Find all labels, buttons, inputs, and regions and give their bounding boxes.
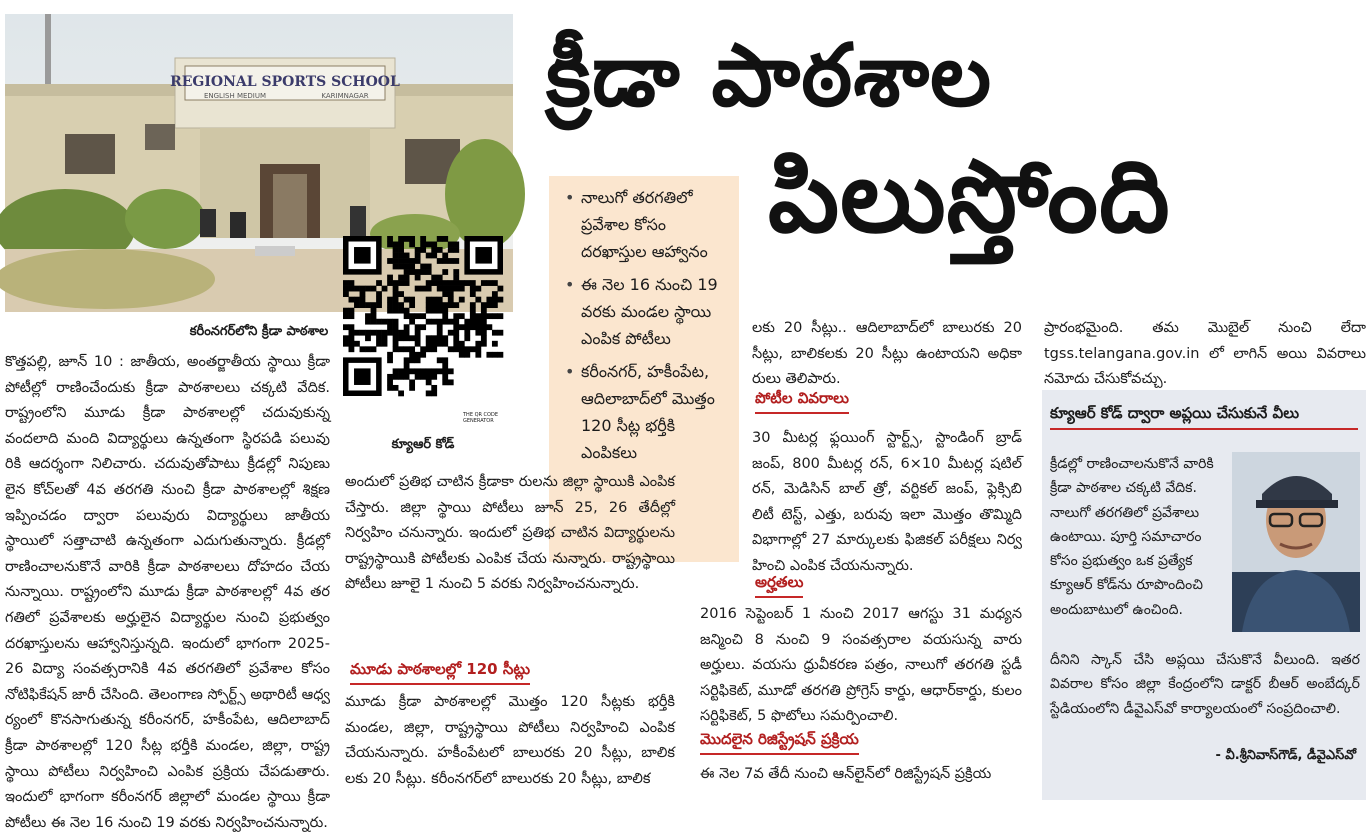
- sidebar-box: [1042, 390, 1366, 800]
- col2-subhead: మూడు పాఠశాలల్లో 120 సీట్లు: [350, 660, 530, 685]
- column-4: [1044, 316, 1366, 393]
- signboard-title: REGIONAL SPORTS SCHOOL: [170, 74, 400, 90]
- qr-code[interactable]: [343, 236, 503, 426]
- col3-subhead-1: పోటీల వివరాలు: [755, 389, 849, 414]
- qr-code-graphic: [343, 236, 503, 426]
- col2-paragraph-2: మూడు క్రీడా పాఠశాలల్లో మొత్తం 120 సీట్లకు భర్తీకి మండల, జిల్లా, రాష్ట్రస్థాయి పోటీలు నిర్వహించి ఎంపిక చేయనున్నారు. హకీంపేటలో బాలురకు 20 సీట్లు, బాలిక లకు 20 సీట్లు. కరీంనగర్‌లో బాలురకు 20 సీట్లు, బాలిక: [345, 694, 675, 787]
- col3-paragraph-1: లకు 20 సీట్లు.. ఆదిలాబాద్‌లో బాలురకు 20 సీట్లు, బాలికలకు 20 సీట్లు ఉంటాయని అధికా రులు తెలిపారు.: [752, 320, 1022, 388]
- qr-caption: క్యూఆర్ కోడ్: [391, 437, 455, 452]
- sidebar-paragraph-full: దీనిని స్కాన్ చేసి అప్లయి చేసుకొనే వీలుంది. ఇతర వివరాల కోసం జిల్లా కేంద్రంలోని డాక్టర్ బీఆర్ అంబేద్కర్ స్టేడియంలోని డీవైఎస్‌వో కార్యాలయంలో సంప్రదించాలి.: [1050, 652, 1360, 717]
- sidebar-paragraph-wrap: క్రీడల్లో రాణించాలనుకొనే వారికి క్రీడా పాఠశాల చక్కటి వేదిక. నాలుగో తరగతిలో ప్రవేశాలు ఉంటాయి. పూర్తి సమాచారం కోసం ప్రభుత్వం ఒక ప్రత్యేక క్యూఆర్ కోడ్‌ను రూపొందించి అందుబాటులో ఉంచింది.: [1050, 456, 1214, 618]
- column-3-bottom: [700, 762, 1022, 792]
- author-photo: [1232, 452, 1360, 632]
- headline-line1: క్రీడా పాఠశాల: [546, 26, 993, 126]
- sidebar-title: క్యూఆర్ కోడ్ ద్వారా అప్లయి చేసుకునే వీలు: [1050, 404, 1358, 430]
- col3-subhead3-wrap: [700, 729, 859, 755]
- author-portrait: [1232, 452, 1360, 632]
- highlight-bullet-2: • ఈ నెల 16 నుంచి 19 వరకు మండల స్థాయి ఎంపిక పోటీలు: [559, 271, 727, 352]
- col3-subhead1-wrap: [755, 388, 849, 414]
- col3-paragraph-3: 2016 సెప్టెంబర్ 1 నుంచి 2017 ఆగస్టు 31 మధ్యన జన్మించి 8 నుంచి 9 సంవత్సరాల వయసున్న వారు అర్హులు. వయసు ధ్రువీకరణ పత్రం, నాలుగో తరగతి స్టడీ సర్టిఫికెట్, మూడో తరగతి ప్రోగ్రెస్ కార్డు, ఆధార్‌కార్డు, కులం సర్టిఫికెట్, 5 ఫొటోలు సమర్పించాలి.: [700, 606, 1022, 725]
- column-3-mid: [752, 426, 1022, 580]
- col3-paragraph-2: 30 మీటర్ల ఫ్లయింగ్ స్టార్ట్స్, స్టాండింగ్ బ్రాడ్ జంప్, 800 మీటర్ల రన్, 6×10 మీటర్ల షటిల్ రన్, మెడిసిన్ బాల్ త్రో, వర్టికల్ జంప్, ఫ్లెక్సిబి లిటీ టెస్ట్, ఎత్తు, బరువు ఇలా మొత్తం తొమ్మిది విభాగాల్లో 27 మార్కులకు ఫిజికల్ పరీక్షలు నిర్వ హించి ఎంపిక చేయనున్నారు.: [752, 430, 1022, 574]
- sidebar-byline: - వీ.శ్రీనివాస్‌గౌడ్, డీవైఎస్‌వో: [1215, 748, 1356, 763]
- column-1: [5, 350, 330, 831]
- highlight-bullet-3: • కరీంనగర్, హకీంపేట, ఆదిలాబాద్‌లో మొత్తం 120 సీట్ల భర్తీకి ఎంపికలు: [559, 358, 727, 466]
- col3-subhead-3: మొదలైన రిజిస్ట్రేషన్ ప్రక్రియ: [700, 730, 859, 755]
- highlight-bullet-1: • నాలుగో తరగతిలో ప్రవేశాల కోసం దరఖాస్తుల ఆహ్వానం: [559, 184, 727, 265]
- qr-brand: THE QR CODE GENERATOR: [463, 412, 498, 424]
- col3-subhead2-wrap: [755, 572, 803, 598]
- headline-line2: పిలుస్తోంది: [768, 138, 1171, 255]
- column-3-lower: [700, 602, 1022, 730]
- col2-subhead-wrap: [350, 659, 530, 685]
- col1-paragraph: కొత్తపల్లి, జూన్ 10 : జాతీయ, అంతర్జాతీయ స్థాయి క్రీడా పోటీల్లో రాణించేందుకు క్రీడా పాఠశాలలు చక్కటి వేదిక. రాష్ట్రంలోని మూడు క్రీడా పాఠశాలల్లో చదువుకున్న వందలాది మంది విద్యార్థులు ఉన్నతంగా స్థిరపడి పలువు రికి ఆదర్శంగా నిలిచారు. చదువుతోపాటు క్రీడల్లో నిపుణు లైన కోచ్‌లతో 4వ తరగతి నుంచి క్రీడా పాఠశాలల్లో శిక్షణ ఇప్పించడం ద్వారా పలువురు విద్యార్థులు జాతీయ స్థాయిలో సత్తాచాటి ఉన్నతంగా ఎదుగుతున్నారు. క్రీడల్లో రాణించాలనుకొనే వారికి క్రీడా పాఠశాలలు దోహదం చేయ నున్నాయి. రాష్ట్రంలోని మూడు క్రీడా పాఠశాలల్లో 4వ తర గతిలో ప్రవేశాలకు అర్హులైన విద్యార్థుల నుంచి ప్రభుత్వం దరఖాస్తులను ఆహ్వానిస్తున్నది. ఇందులో భాగంగా 2025-26 విద్యా సంవత్సరానికి 4వ తరగతిలో ప్రవేశాల కోసం నోటిఫికేషన్ జారీ చేసింది. తెలంగాణ స్పోర్ట్స్ అథారిటీ ఆధ్వ ర్యంలో కొనసాగుతున్న కరీంనగర్, హకీంపేట, ఆదిలాబాద్ క్రీడా పాఠశాలల్లో 120 సీట్ల భర్తీకి మండల, జిల్లా, రాష్ట్ర స్థాయి పోటీలు నిర్వహించి ఎంపిక ప్రక్రియ చేపడుతారు. ఇందులో భాగంగా కరీంనగర్ జిల్లాలో మండల స్థాయి క్రీడా పోటీలు ఈ నెల 16 నుంచి 19 వరకు నిర్వహించనున్నారు.: [5, 354, 330, 831]
- col4-paragraph: ప్రారంభమైంది. తమ మొబైల్ నుంచి లేదా tgss.telangana.gov.in లో లాగిన్ అయి వివరాలు నమోదు చేసుకోవచ్చు.: [1044, 320, 1366, 388]
- col2-paragraph-1: అందులో ప్రతిభ చాటిన క్రీడాకా రులను జిల్లా స్థాయికి ఎంపిక చేస్తారు. జిల్లా స్థాయి పోటీలు జూన్ 25, 26 తేదీల్లో నిర్వహిం చనున్నారు. ఇందులో ప్రతిభ చాటిన విద్యార్థులను రాష్ట్రస్థాయికి పోటీలకు ఎంపిక చేయ నున్నారు. రాష్ట్రస్థాయి పోటీలు జూలై 1 నుంచి 5 వరకు నిర్వహించనున్నారు.: [345, 474, 675, 593]
- col3-paragraph-4: ఈ నెల 7వ తేదీ నుంచి ఆన్‌లైన్‌లో రిజిస్ట్రేషన్ ప్రక్రియ: [700, 766, 992, 782]
- photo-caption: కరీంనగర్‌లోని క్రీడా పాఠశాల: [189, 324, 329, 339]
- signboard-sub-left: ENGLISH MEDIUM: [203, 92, 267, 100]
- column-2-lower: [345, 690, 675, 790]
- column-3-top: [752, 316, 1022, 393]
- column-2: [345, 470, 675, 598]
- signboard-sub-right: KARIMNAGAR: [321, 92, 369, 100]
- col3-subhead-2: అర్హతలు: [755, 573, 803, 598]
